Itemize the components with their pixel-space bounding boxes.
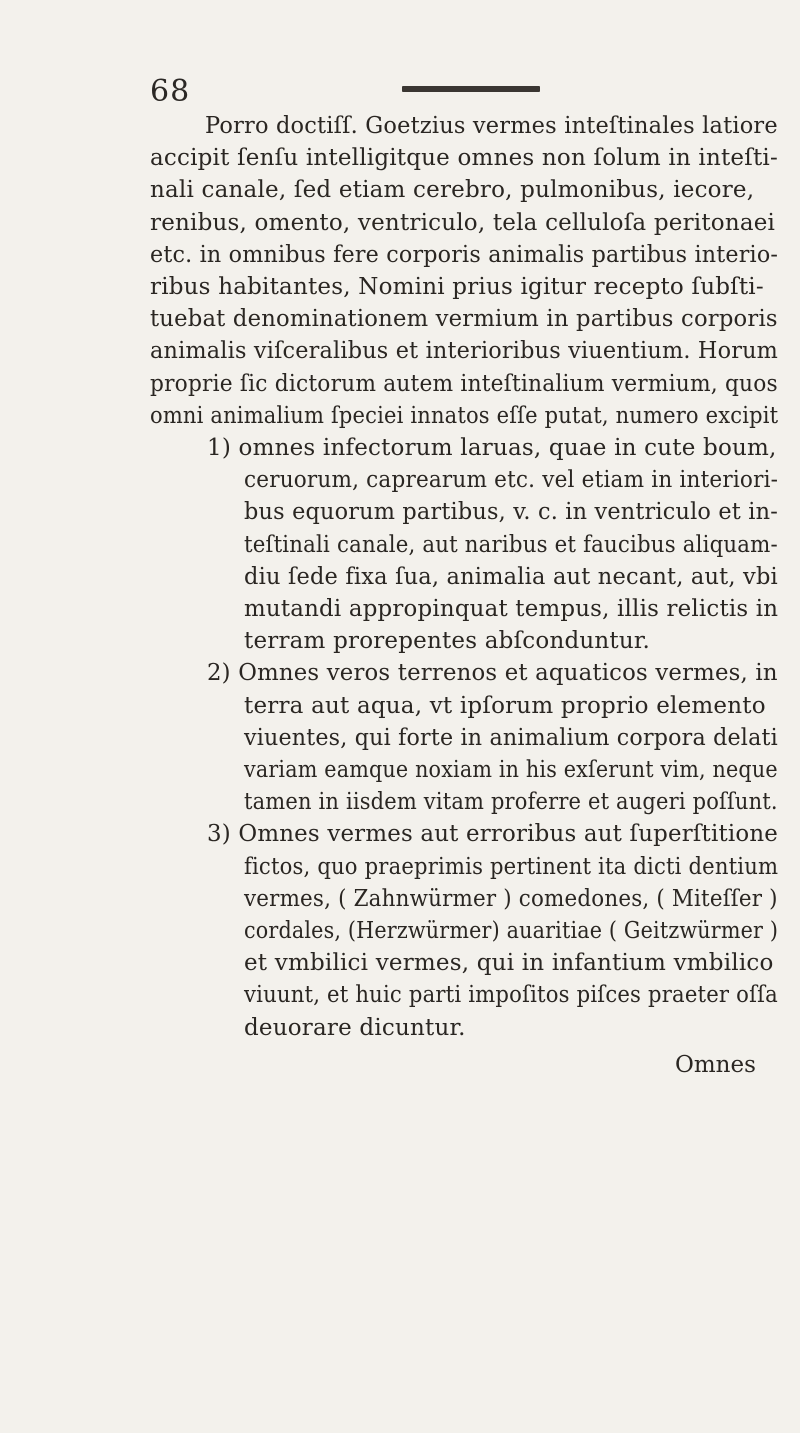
list-item-line: vermes, ( Zahnwürmer ) comedones, ( Miteſſer ) (244, 885, 778, 912)
list-item-line: 2) Omnes veros terrenos et aquaticos vermes, in (207, 660, 778, 687)
text-line: Porro doctiſſ. Goetzius vermes inteſtinales latiore (205, 113, 778, 139)
text-line: tuebat denominationem vermium in partibus corporis (150, 306, 778, 333)
list-item-line: terra aut aqua, vt ipſorum proprio elemento (244, 692, 766, 719)
page-number: 68 (150, 74, 191, 109)
list-item-line: variam eamque noxiam in his exſerunt vim, neque (244, 757, 778, 783)
list-item-line: bus equorum partibus, v. c. in ventriculo et in- (244, 499, 778, 526)
text-line: animalis viſceralibus et interioribus viuentium. Horum (150, 338, 779, 365)
list-item-line: mutandi appropinquat tempus, illis relictis in (244, 596, 779, 622)
text-line: nali canale, ſed etiam cerebro, pulmonibus, iecore, (150, 177, 755, 204)
list-item-line: 1) omnes infectorum laruas, quae in cute boum, (207, 435, 777, 461)
list-item-line: 3) Omnes vermes aut erroribus aut ſuperſtitione (207, 821, 779, 848)
list-item-line: cordales, (Herzwürmer) auaritiae ( Geitzwürmer ) (244, 918, 779, 944)
text-line: ribus habitantes, Nomini prius igitur recepto ſubſti- (150, 274, 764, 300)
list-item-line: ceruorum, caprearum etc. vel etiam in interiori- (244, 467, 779, 494)
list-item-line: teſtinali canale, aut naribus et faucibus aliquam- (244, 531, 778, 558)
text-line: proprie ſic dictorum autem inteſtinalium vermium, quos (150, 370, 778, 397)
text-line: omni animalium ſpeciei innatos eſſe putat, numero excipit (150, 402, 779, 429)
list-item-line: fictos, quo praeprimis pertinent ita dicti dentium (244, 853, 779, 880)
list-item-line: et vmbilici vermes, qui in infantium vmbilico (244, 950, 774, 977)
text-line: renibus, omento, ventriculo, tela celluloſa peritonaei (150, 209, 776, 236)
list-item-line: tamen in iisdem vitam proferre et augeri poſſunt. (244, 789, 778, 816)
list-item-line: viuunt, et huic parti impoſitos piſces praeter oſſa (244, 982, 778, 1009)
list-item-line: deuorare dicuntur. (244, 1014, 466, 1041)
list-item-line: diu ſede fixa ſua, animalia aut necant, aut, vbi (244, 563, 778, 590)
text-line: accipit ſenſu intelligitque omnes non ſolum in inteſti- (150, 145, 778, 172)
text-line: etc. in omnibus fere corporis animalis partibus interio- (150, 241, 779, 268)
catchword: Omnes (675, 1051, 756, 1078)
list-item-line: terram prorepentes abſconduntur. (244, 628, 651, 655)
header-rule (402, 86, 540, 92)
list-item-line: viuentes, qui forte in animalium corpora delati (244, 724, 778, 751)
